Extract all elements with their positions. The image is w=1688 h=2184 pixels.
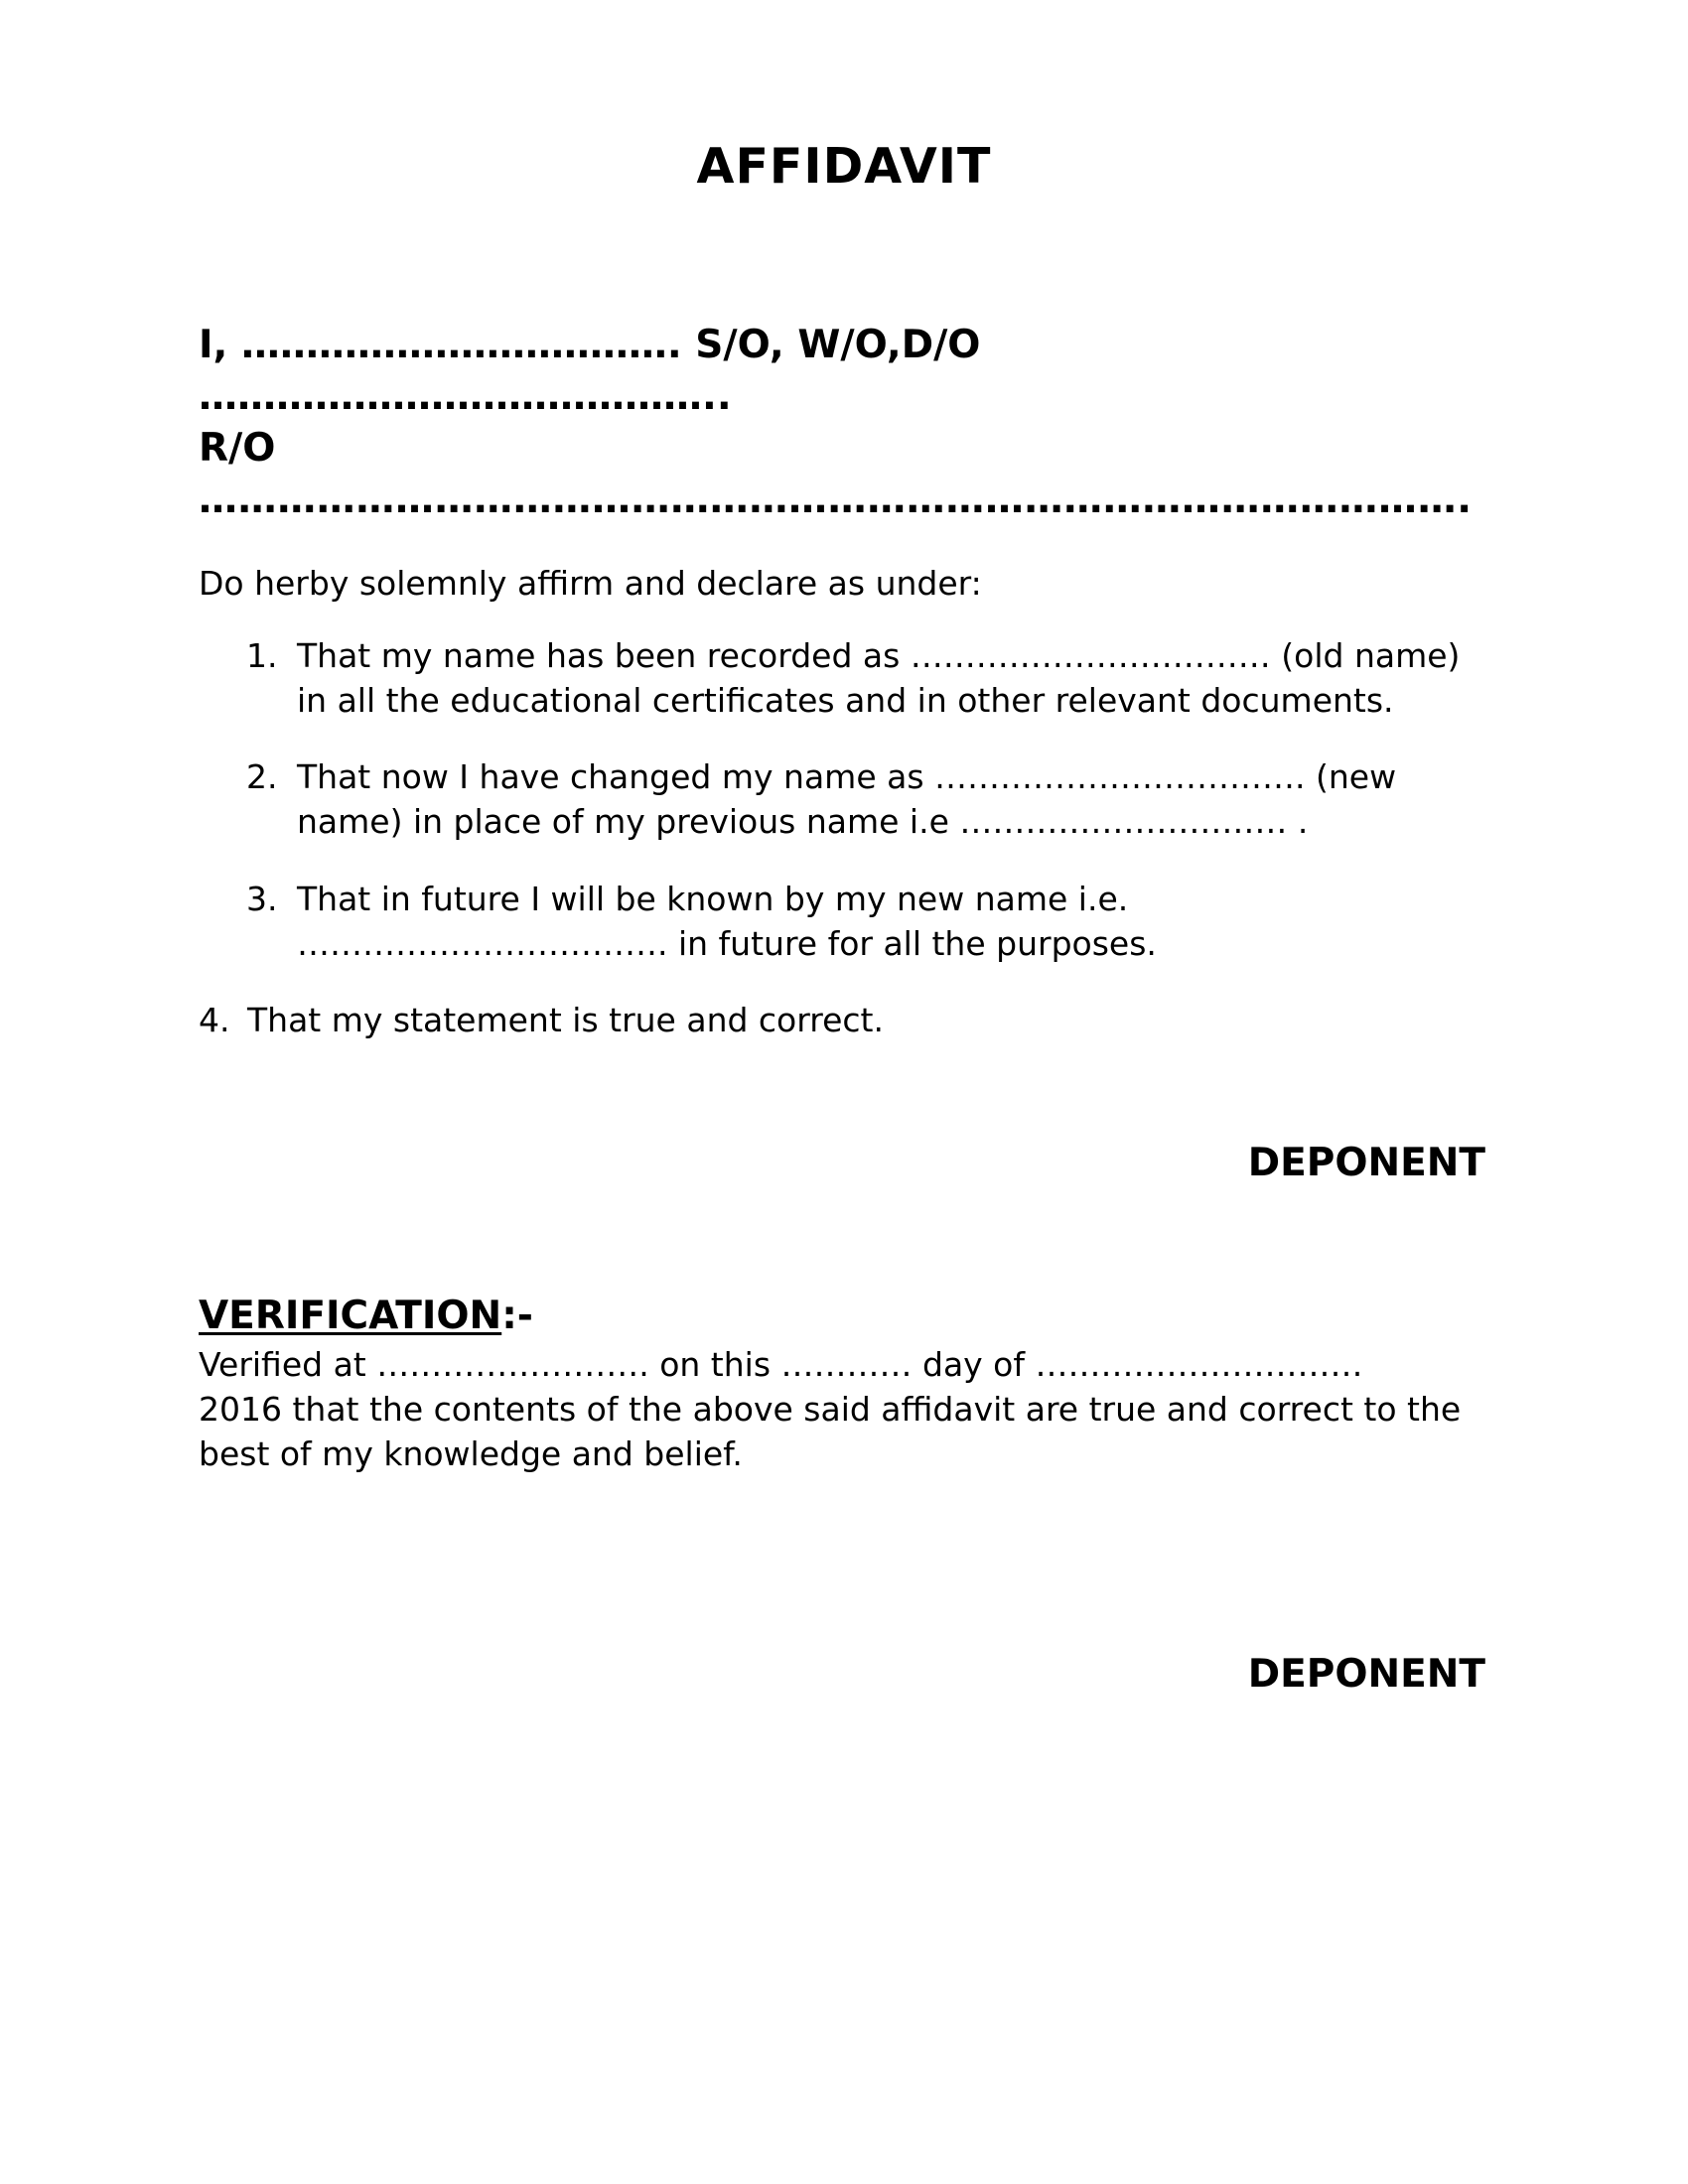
statement-line: in all the educational certificates and in other relevant documents. bbox=[297, 681, 1394, 720]
statement-line: That now I have changed my name as ……………………………. (new bbox=[297, 757, 1397, 796]
verification-heading bbox=[199, 1293, 533, 1340]
deponent-signature-label: DEPONENT bbox=[1247, 1141, 1485, 1185]
intro-residence-line: ……………………………………………………………………………………. bbox=[199, 478, 1473, 522]
intro-residence-label: R/O bbox=[199, 426, 276, 471]
statement-text bbox=[297, 633, 1488, 723]
declaration-intro: Do herby solemnly affirm and declare as under: bbox=[199, 564, 982, 603]
statement-line: ……………………………. in future for all the purposes. bbox=[297, 924, 1157, 963]
statement-number: 2. bbox=[246, 757, 278, 796]
statement-line: That in future I will be known by my new name i.e. bbox=[297, 880, 1129, 918]
statement-line: That my statement is true and correct. bbox=[247, 1001, 884, 1039]
document-title: AFFIDAVIT bbox=[696, 138, 992, 195]
verification-line: 2016 that the contents of the above said affidavit are true and correct to the bbox=[199, 1390, 1462, 1429]
verification-text bbox=[199, 1342, 1489, 1476]
statement-number: 1. bbox=[246, 636, 278, 675]
verification-heading-suffix: :- bbox=[501, 1294, 533, 1338]
statement-line: That my name has been recorded as …………………………… (old name) bbox=[297, 636, 1461, 675]
intro-name-line: I, ……………………………. S/O, W/O,D/O bbox=[199, 323, 981, 367]
statement-number: 3. bbox=[246, 880, 278, 918]
intro-relation-line: ………………………………….. bbox=[199, 374, 732, 419]
statement-text bbox=[247, 998, 1439, 1042]
statement-text bbox=[297, 877, 1488, 966]
statement-number: 4. bbox=[199, 1001, 230, 1039]
deponent-intro bbox=[199, 320, 1489, 526]
statement-line: name) in place of my previous name i.e ………………………… . bbox=[297, 802, 1309, 841]
verification-line: best of my knowledge and belief. bbox=[199, 1434, 743, 1473]
verification-line: Verified at ……………………. on this ………… day of ………………………… bbox=[199, 1345, 1363, 1384]
statement-text bbox=[297, 754, 1488, 844]
deponent-signature-label: DEPONENT bbox=[1247, 1652, 1485, 1697]
verification-heading-text: VERIFICATION bbox=[199, 1294, 502, 1338]
